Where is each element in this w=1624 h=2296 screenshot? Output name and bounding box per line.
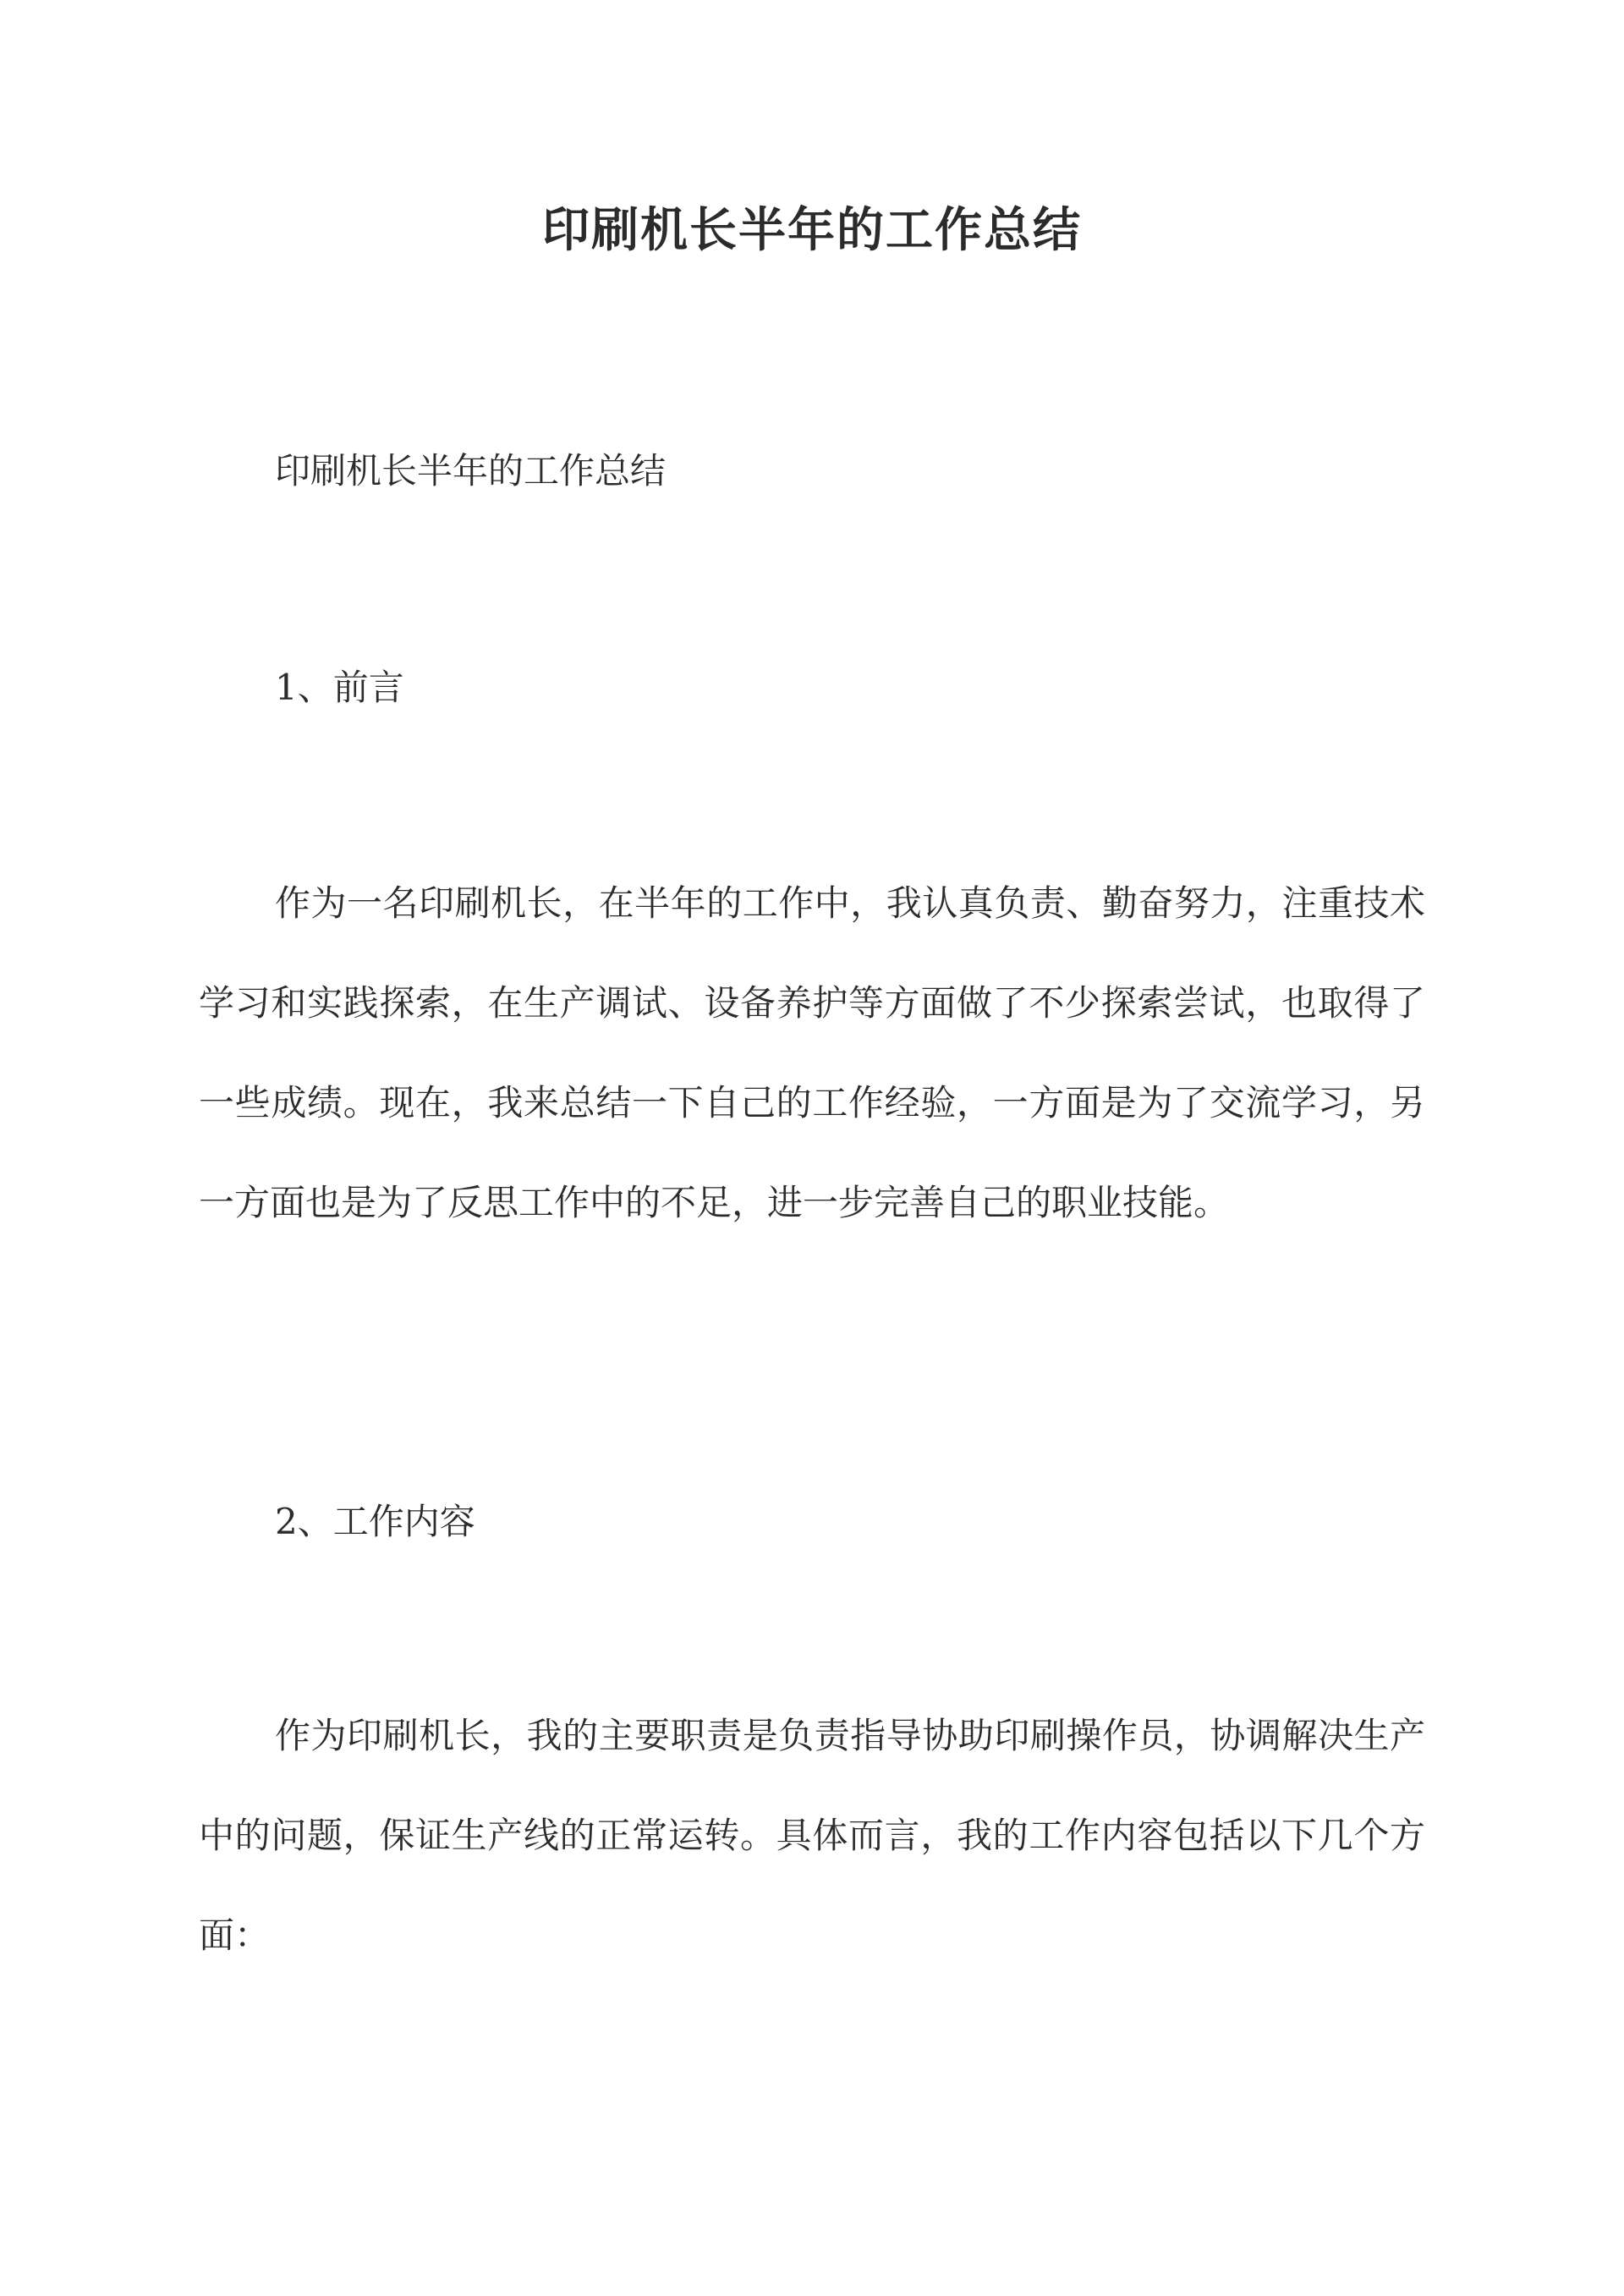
paragraph-work-content: 作为印刷机长，我的主要职责是负责指导协助印刷操作员，协调解决生产中的问题，保证生产线的正常运转。具体而言，我的工作内容包括以下几个方面：: [199, 1715, 1425, 1956]
section-heading-preface: 1、前言: [275, 667, 404, 708]
paragraph-preface: 作为一名印刷机长，在半年的工作中，我认真负责、勤奋努力，注重技术学习和实践探索，在生产调试、设备养护等方面做了不少探索尝试，也取得了一些成绩。现在，我来总结一下自己的工作经验，一方面是为了交流学习，另一方面也是为了反思工作中的不足，进一步完善自己的职业技能。: [199, 882, 1425, 1223]
section-heading-work-content: 2、工作内容: [275, 1501, 475, 1542]
document-subtitle: 印刷机长半年的工作总结: [275, 450, 667, 492]
document-title: 印刷机长半年的工作总结: [542, 202, 1082, 258]
